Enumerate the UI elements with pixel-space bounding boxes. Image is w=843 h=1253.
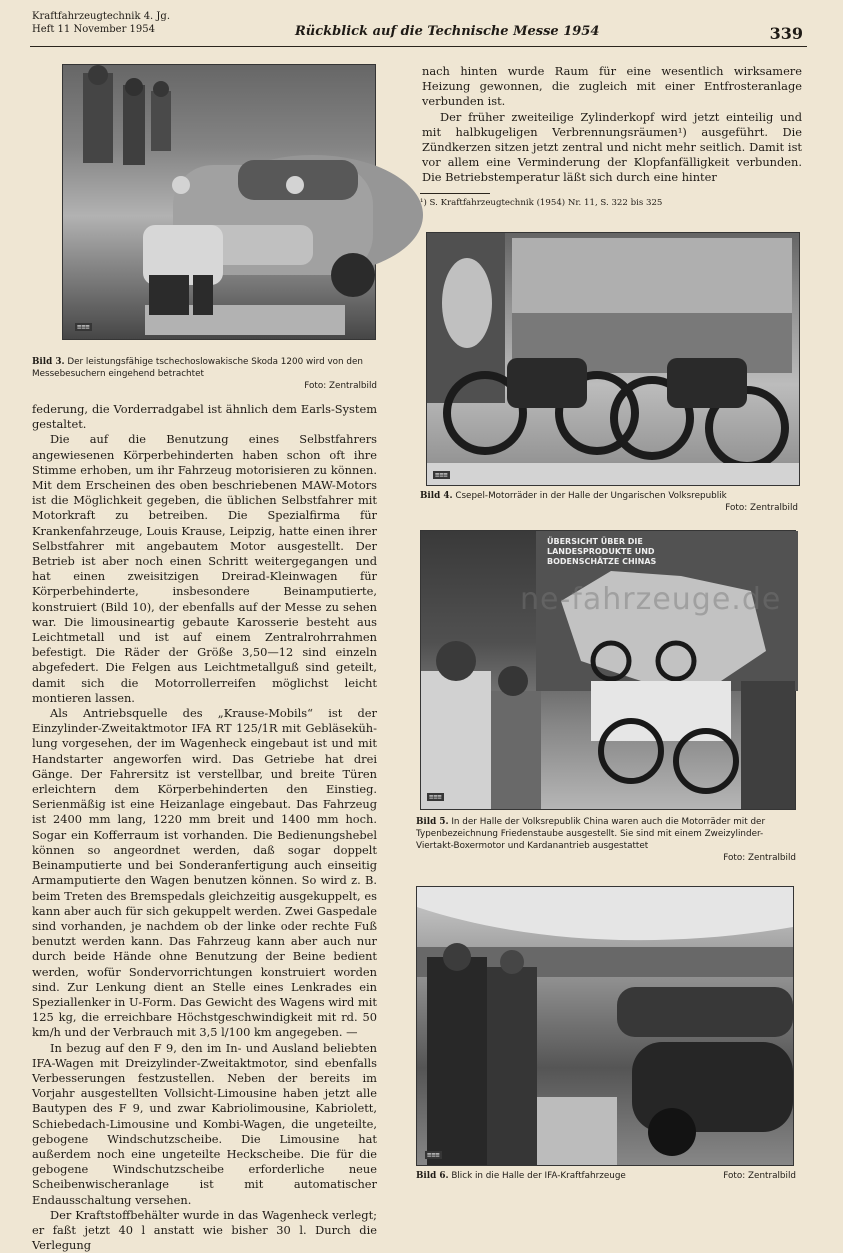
running-header-left [32, 10, 170, 36]
caption-bild6-text: Blick in die Halle der IFA-Kraftfahrzeuge [451, 1171, 626, 1181]
photo-archive-tag: ≡≡≡ [77, 323, 90, 331]
paragraph: Die auf die Benutzung eines Selbstfahrers angewiesenen Körperbehinderten haben schon oft ihre Stimme erhoben, um ihr Fahrzeug motorisieren zu können. Mit dem Erscheinen des oben beschriebenen MAW-Motors ist die Möglichkeit gegeben, die üblichen Selbstfahrer mit Motorkraft zu betreiben. Die Spezialfirma für Krankenfahrzeuge, Louis Krause, Leipzig, hatte einen ihrer Selbstfahrer mit angebautem Motor ausgestellt. Der Betrieb ist aber noch einen Schritt weitergegangen und hat einen zweisitzigen Dreirad-Kleinwagen für Körperbehinderte, insbesondere Beinamputierte, konstruiert (Bild 10), der ebenfalls auf der Messe zu sehen war. Die limousineartig gebaute Karosserie besteht aus Leichtmetall und ist auf einem Zentralrohrrahmen befestigt. Die Räder der Größe 3,50—12 sind einzeln abgefedert. Die Felgen aus Leichtmetallguß sind geteilt, damit sich die Motorrollerreifen möglichst leicht montieren lassen. [32, 432, 377, 705]
paragraph: Als Antriebsquelle des „Krause-Mobils“ ist der Einzylinder-Zweitaktmotor IFA RT 125/1R mit Gebläsekühlung vorgesehen, der im Wagenheck eingebaut ist und mit Handstarter angeworfen wird. Das Getriebe hat drei Gänge. Der Fahrersitz ist verstellbar, und breite Türen erleichtern dem Körperbehinderten den Einstieg. Serienmäßig ist eine Heizanlage eingebaut. Das Fahrzeug ist 2400 mm lang, 1220 mm breit und 1400 mm hoch. Sogar ein Kofferraum ist vorhanden. Die Bedienungshebel können so angeordnet werden, daß sogar doppelt Beinamputierte und bei Sonderanfertigung auch einseitig Armamputierte den Wagen benutzen können. So wird z. B. beim Treten des Bremspedals gleichzeitig ausgekuppelt, es kann aber auch für sich gekuppelt werden. Zwei Gaspedale sind vorhanden, je nachdem ob der linke oder rechte Fuß benutzt werden kann. Das Fahrzeug kann aber auch nur durch beide Hände ohne Benutzung der Beine bedient werden, wofür Sondervorrichtungen konstruiert worden sind. Zur Lenkung dient an Stelle eines Lenkrades ein Speziallenker in U-Form. Das Gewicht des Wagens wird mit 125 kg, die erreichbare Höchstgeschwindigkeit mit rd. 50 km/h und der Verbrauch mit 3,5 l/100 km angegeben. — [32, 706, 377, 1040]
photo-skoda-1200 [62, 64, 376, 340]
caption-bild6-number: Bild 6. [416, 1171, 449, 1181]
caption-bild4-credit: Foto: Zentralbild [725, 503, 798, 513]
journal-title: Kraftfahrzeugtechnik 4. Jg. [32, 11, 171, 22]
skoda-car-illustration [63, 65, 375, 339]
left-column-text [32, 402, 377, 1253]
page-number: 339 [769, 24, 803, 43]
header-rule [30, 46, 807, 47]
footnote-rule [420, 193, 490, 194]
right-column-text [422, 64, 802, 186]
caption-bild5-credit: Foto: Zentralbild [723, 853, 796, 863]
paragraph: In bezug auf den F 9, den im In- und Ausland beliebten IFA-Wagen mit Dreizylinder-Zweitaktmotor, sind ebenfalls Verbesserungen festzustellen. Neben der bereits im Vorjahr ausgestellten Vollsicht-Limousine haben jetzt alle Bautypen des F 9, und zwar Kabriolimousine, Kabriolett, Schiebedach-Limousine und Kombi-Wagen, die ungeteilte, gebogene Windschutzscheibe. Die Limousine hat außerdem noch eine ungeteilte Heckscheibe. Die für die gebogene Windschutzscheibe erforderliche neue Scheibenwischeranlage ist mit automatischer Endausschaltung versehen. [32, 1040, 377, 1207]
caption-bild5 [416, 816, 796, 864]
photo-archive-tag: ≡≡≡ [427, 1151, 440, 1159]
caption-bild3-text: Der leistungsfähige tschechoslowakische Skoda 1200 wird von den Messebesuchern eingehend betrachtet [32, 357, 363, 379]
paragraph: Der früher zweiteilige Zylinderkopf wird jetzt einteilig und mit halbkugeligen Verbrennungsräumen¹) ausgeführt. Die Zündkerzen sitzen jetzt zentral und nicht mehr seitlich. Damit ist vor allem eine Verminderung der Klopfanfälligkeit verbunden. Die Betriebstemperatur läßt sich durch eine hinter [422, 109, 802, 185]
photo-archive-tag: ≡≡≡ [429, 793, 442, 801]
issue-info: Heft 11 November 1954 [32, 24, 155, 35]
paragraph: Der Kraftstoffbehälter wurde in das Wagenheck verlegt; er faßt jetzt 40 l anstatt wie bisher 30 l. Durch die Verlegung [32, 1207, 377, 1253]
caption-bild5-text: In der Halle der Volksrepublik China waren auch die Motorräder mit der Typenbezeichnung Friedenstaube ausgestellt. Sie sind mit einem Zweizylinder-Viertakt-Boxermotor und Kardanantrieb ausgestattet [416, 817, 766, 851]
motorcycles-illustration [427, 233, 799, 485]
watermark: ne-fahrzeuge.de [520, 582, 782, 617]
china-hall-illustration [421, 531, 795, 809]
photo-archive-tag: ≡≡≡ [435, 471, 448, 479]
caption-bild6-credit: Foto: Zentralbild [723, 1171, 796, 1181]
section-title: Rückblick auf die Technische Messe 1954 [295, 24, 600, 39]
caption-bild4-number: Bild 4. [420, 491, 453, 501]
caption-bild3-number: Bild 3. [32, 357, 65, 367]
paragraph: federung, die Vorderradgabel ist ähnlich dem Earls-System gestaltet. [32, 402, 377, 432]
caption-bild6 [416, 1170, 796, 1182]
photo-csepel-motorcycles [426, 232, 800, 486]
caption-bild4-text: Csepel-Motorräder in der Halle der Ungarischen Volksrepublik [455, 491, 727, 501]
caption-bild3-credit: Foto: Zentralbild [304, 381, 377, 391]
exhibit-sign: ÜBERSICHT ÜBER DIE LANDESPRODUKTE UND BODENSCHÄTZE CHINAS [547, 537, 657, 566]
photo-ifa-hall [416, 886, 794, 1166]
caption-bild4 [420, 490, 798, 514]
photo-china-hall [420, 530, 796, 810]
footnote: ¹) S. Kraftfahrzeugtechnik (1954) Nr. 11, S. 322 bis 325 [420, 198, 663, 208]
ifa-hall-illustration [417, 887, 793, 1165]
paragraph: nach hinten wurde Raum für eine wesentlich wirksamere Heizung gewonnen, die zugleich mit einer Entfrosteranlage verbunden ist. [422, 64, 802, 109]
caption-bild3 [32, 356, 377, 392]
caption-bild5-number: Bild 5. [416, 817, 449, 827]
